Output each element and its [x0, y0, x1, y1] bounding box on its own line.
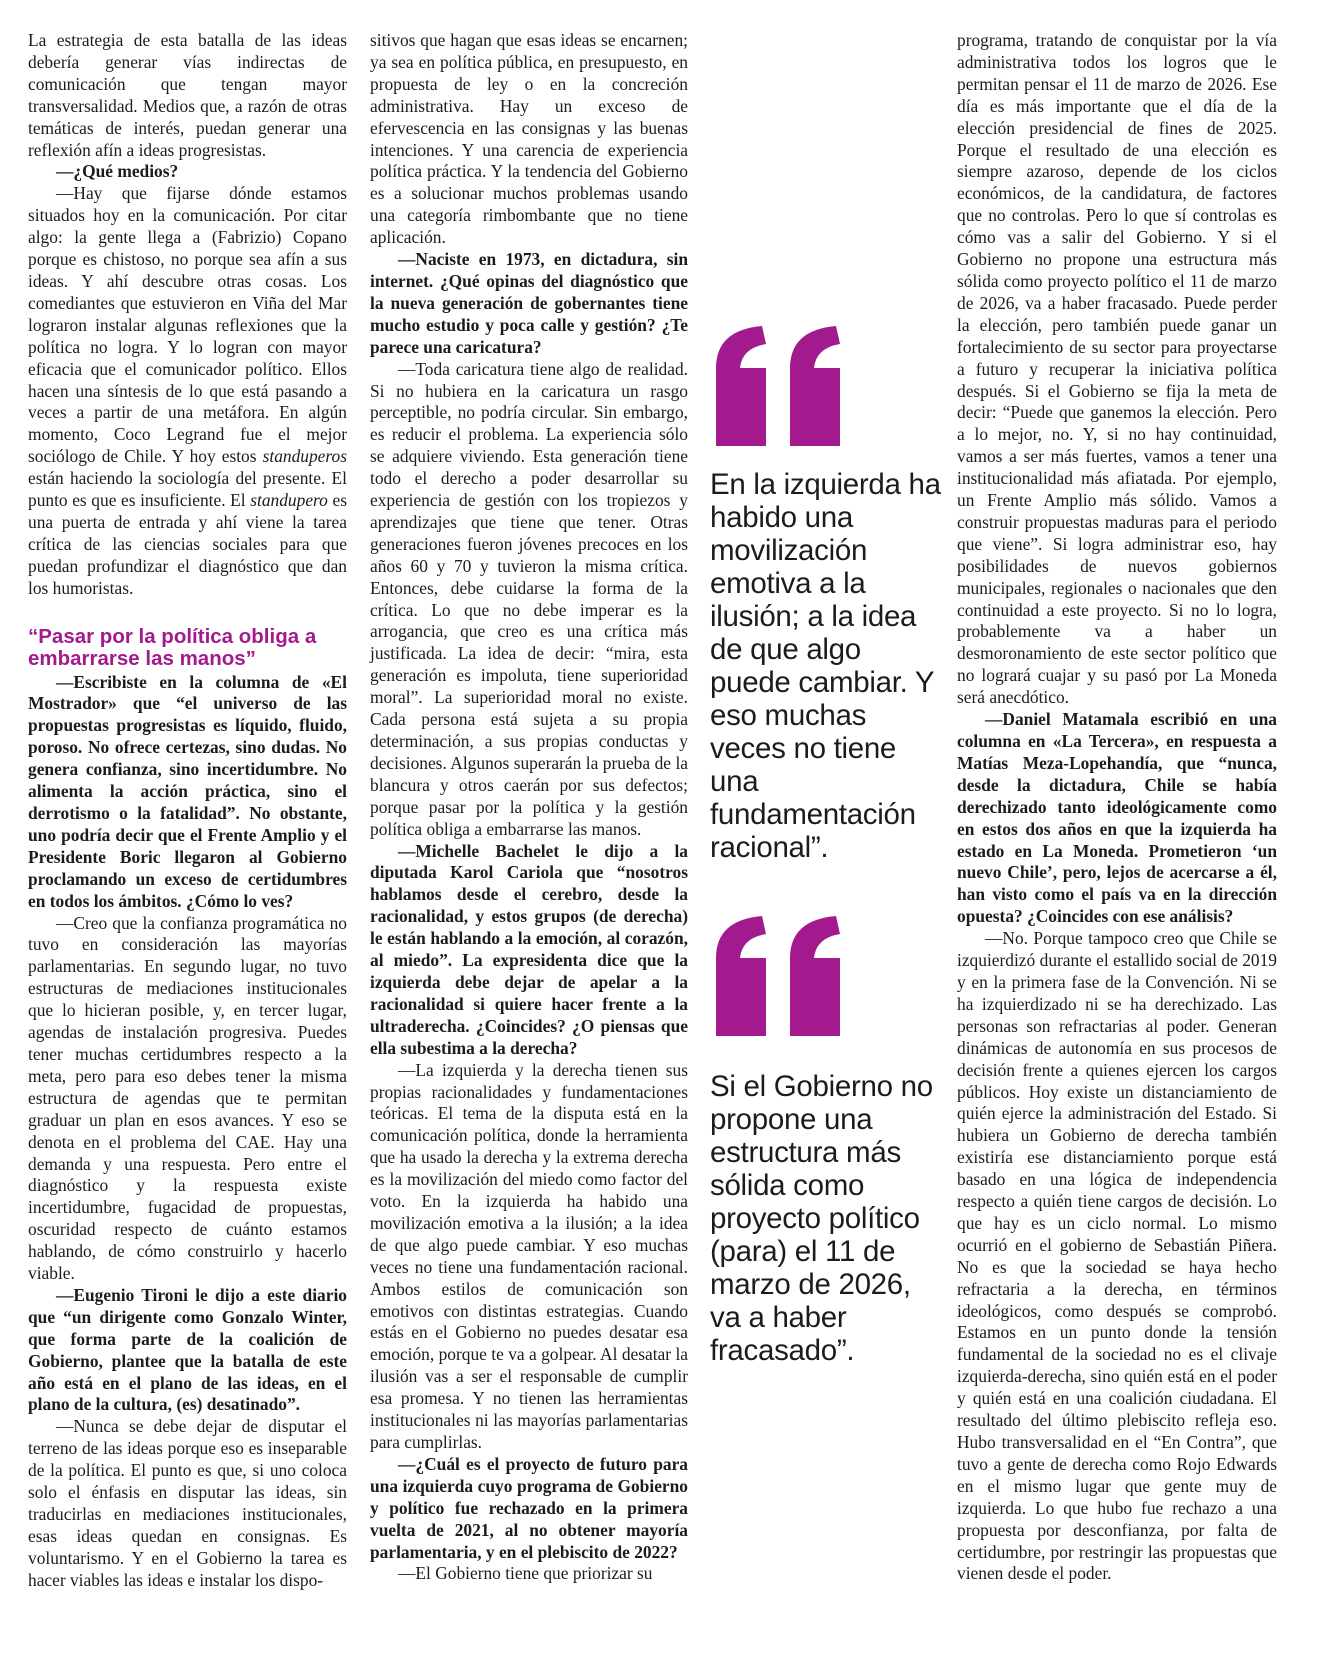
question: —¿Qué medios?: [56, 161, 179, 182]
question: —Eugenio Tironi le dijo a este diario que “un dirigente como Gonzalo Winter, que forma parte de la coalición de Gobierno, plantee que la batalla de este año está en el plano de las ideas, en el plano de la cultura, (es) desatinado”.: [28, 1284, 347, 1415]
text-column-1: [28, 30, 347, 1592]
pull-quote-column: [710, 300, 946, 1367]
text-column-4: [957, 30, 1277, 1585]
paragraph: sitivos que hagan que esas ideas se encarnen; ya sea en política pública, en presupuesto, en propuesta de ley o en la concreción administrativa. Hay un exceso de efervescencia en las consignas y las buenas intenciones. Y una carencia de experiencia política práctica. Y la tendencia del Gobierno es a solucionar muchos problemas usando una categoría rimbombante que no tiene aplicación.: [370, 30, 688, 248]
question: —¿Cuál es el proyecto de futuro para una izquierda cuyo programa de Gobierno y político fue rechazado en la primera vuelta de 2021, al no obtener mayoría parlamentaria, y en el plebiscito de 2022?: [370, 1453, 688, 1562]
italic-term: standupero: [250, 490, 328, 511]
question: —Daniel Matamala escribió en una columna en «La Tercera», en respuesta a Matías Meza-Lopehandía, que “nunca, desde la dictadura, Chile se había derechizado tanto ideológicamente como en estos dos años en que la izquierda ha estado en La Moneda. Prometieron ‘un nuevo Chile’, pero, lejos de acercarse a él, han visto como el país va en la dirección opuesta? ¿Coincides con ese análisis?: [957, 709, 1277, 927]
question: —Michelle Bachelet le dijo a la diputada Karol Cariola que “nosotros hablamos desde el cerebro, desde la racionalidad, y estos grupos (de derecha) le están hablando a la emoción, al corazón, al miedo”. La expresidenta dice que la izquierda debe dejar de apelar a la racionalidad si quiere hacer frente a la ultraderecha. ¿Coincides? ¿O piensas que ella subestima a la derecha?: [370, 840, 688, 1058]
pull-quote: Si el Gobierno no propone una estructura más sólida como proyecto político (para) el 11 de marzo de 2026, va a haber fracasado”.: [710, 1070, 933, 1367]
question: —Escribiste en la columna de «El Mostrador» que “el universo de las propuestas progresistas es líquido, fluido, poroso. No ofrece certezas, sino dudas. No genera confianza, sino incertidumbre. No alimenta la acción práctica, sino el derrotismo o la fatalidad”. No obstante, uno podría decir que el Frente Amplio y el Presidente Boric llegaron al Gobierno proclamando un exceso de certidumbres en todos los ámbitos. ¿Cómo lo ves?: [28, 671, 347, 911]
answer: —Nunca se debe dejar de disputar el terreno de las ideas porque eso es inseparable de la política. El punto es que, si uno coloca solo el énfasis en disputar las ideas, sin traducirlas en mediaciones institucionales, esas ideas quedan en consignas. Es voluntarismo. Y en el Gobierno la tarea es hacer viables las ideas e instalar los dispo-: [28, 1416, 347, 1590]
paragraph: La estrategia de esta batalla de las ideas debería generar vías indirectas de comunicación que tengan mayor transversalidad. Medios que, a razón de otras temáticas de interés, puedan generar una reflexión afín a ideas progresistas.: [28, 30, 347, 160]
text-column-2: [370, 30, 688, 1585]
answer: —Creo que la confianza programática no tuvo en consideración las mayorías parlamentarias. En segundo lugar, no tuvo estructuras de mediaciones institucionales que lo hicieran posible, y, en tercer lugar, agendas de instalación progresiva. Puedes tener muchas certidumbres respecto a la meta, pero para eso debes tener la misma estructura de agendas que te permitan graduar un plan en esos avances. Y eso se denota en el problema del CAE. Hay una demanda y una respuesta. Pero entre el diagnóstico y la respuesta existe incertidumbre, fugacidad de propuestas, oscuridad respecto de cuánto estamos hablando, de cómo construirlo y hacerlo viable.: [28, 912, 347, 1284]
answer: —El Gobierno tiene que priorizar su: [398, 1563, 653, 1584]
pull-quote: En la izquierda ha habido una movilización emotiva a la ilusión; a la idea de que algo puede cambiar. Y eso muchas veces no tiene una fundamentación racional”.: [710, 468, 941, 864]
question: —Naciste en 1973, en dictadura, sin internet. ¿Qué opinas del diagnóstico que la nueva generación de gobernantes tiene mucho estudio y poca calle y gestión? ¿Te parece una caricatura?: [370, 249, 688, 357]
answer: —Toda caricatura tiene algo de realidad. Si no hubiera en la caricatura un rasgo perceptible, no podría circular. Sin embargo, es reducir el problema. La experiencia sólo se adquiere viviendo. Esta generación tiene todo el derecho a poder desarrollar su experiencia de gestión con los tropiezos y aprendizajes que tiene que tener. Otras generaciones fueron jóvenes precoces en los años 60 y 70 y tuvieron la misma crítica. Entonces, debe cuidarse la forma de la crítica. Lo que no debe imperar es la arrogancia, que creo es una crítica más justificada. La idea de decir: “mira, esta generación es impoluta, tiene superioridad moral”. La superioridad moral no existe. Cada persona está sujeta a su propia determinación, a sus propias conductas y decisiones. Algunos superarán la prueba de la blancura y otros caerán por sus defectos; porque pasar por la política y la gestión política obliga a embarrarse las manos.: [370, 358, 688, 839]
quote-mark-icon: [710, 912, 850, 1040]
quote-mark-icon: [710, 322, 850, 450]
answer: —No. Porque tampoco creo que Chile se izquierdizó durante el estallido social de 2019 y en la primera fase de la Convención. Ni se ha izquierdizado ni se ha derechizado. Las personas son refractarias al poder. Generan dinámicas de autonomía en sus procesos de decisión frente a quienes ejercen los cargos públicos. Hoy existe un distanciamiento de quién ejerce la administración del Estado. Si hubiera un Gobierno de derecha también existiría ese distanciamiento porque está basado en una lógica de independencia respecto a quién tiene cargos de decisión. Lo que hay es un ciclo normal. Lo mismo ocurrió en el gobierno de Sebastián Piñera. No es que la sociedad se haya hecho refractaria a la derecha, en términos ideológicos, como después se comprobó. Estamos en un punto donde la tensión fundamental de la sociedad no es el clivaje izquierda-derecha, sino quién está en el poder y quién está en una coalición ciudadana. El resultado del último plebiscito refleja eso. Hubo transversalidad en el “En Contra”, que tuvo a gente de derecha como Rojo Edwards en el mismo lugar que gente muy de izquierda. Lo que hubo fue rechazo a una propuesta por desconfianza, por falta de certidumbre, por restringir las propuestas que vienen desde el poder.: [957, 928, 1277, 1584]
answer: —La izquierda y la derecha tienen sus propias racionalidades y fundamentaciones teóricas. El tema de la disputa está en la comunicación política, donde la herramienta que ha usado la derecha y la extrema derecha es la movilización del miedo como factor del voto. En la izquierda ha habido una movilización emotiva a la ilusión; a la idea de que algo puede cambiar. Y eso muchas veces no tiene una fundamentación racional. Ambos estilos de comunicación son emotivos con distintas estrategias. Cuando estás en el Gobierno no puedes desatar esa emoción, porque te va a golpear. Al desatar la ilusión vas a ser el responsable de cumplir esa promesa. Y no tienen las herramientas institucionales ni las mayorías parlamentarias para cumplirlas.: [370, 1059, 688, 1452]
answer: —Hay que fijarse dónde estamos situados hoy en la comunicación. Por citar algo: la gente llega a (Fabrizio) Copano porque es chistoso, no porque sea afín a sus ideas. Y ahí descubre otras cosas. Los comediantes que estuvieron en Viña del Mar lograron instalar algunas reflexiones que la política no logra. Y lo logran con mayor eficacia que el comunicador político. Ellos hacen una síntesis de lo que está pasando a veces a partir de una metáfora. En algún momento, Coco Legrand fue el mejor sociólogo de Chile. Y hoy estos standuperos están haciendo la sociología del presente. El punto es que es insuficiente. El standupero es una puerta de entrada y ahí viene la tarea crítica de las ciencias sociales para que puedan profundizar el diagnóstico que dan los humoristas.: [28, 183, 347, 598]
section-heading: “Pasar por la política obliga a embarrarse las manos”: [28, 624, 317, 670]
italic-term: standuperos: [262, 446, 347, 467]
paragraph: programa, tratando de conquistar por la vía administrativa todos los logros que le permitan pensar el 11 de marzo de 2026. Ese día es más importante que el día de la elección presidencial de fines de 2025. Porque el resultado de una elección es siempre azaroso, depende de los ciclos económicos, de la candidatura, de factores que no controlas. Pero lo que sí controlas es cómo vas a salir del Gobierno. Y si el Gobierno no propone una estructura más sólida como proyecto político el 11 de marzo de 2026, va a haber fracasado. Puede perder la elección, pero también puede ganar un fortalecimiento de su sector para proyectarse a futuro y recuperar la iniciativa política después. Si el Gobierno se fija la meta de decir: “Puede que ganemos la elección. Pero a lo mejor, no. Y, si no hay continuidad, vamos a ser más fuertes, vamos a tener una institucionalidad más afiatada. Por ejemplo, un Frente Amplio más sólido. Vamos a construir propuestas maduras para el periodo que viene”. Si logra administrar eso, hay posibilidades de nuevos gobiernos municipales, regionales o nacionales que den continuidad a este proyecto. Si no lo logra, probablemente va a haber un desmoronamiento de este sector político que no logrará cuajar y su pasó por La Moneda será anecdótico.: [957, 30, 1277, 708]
